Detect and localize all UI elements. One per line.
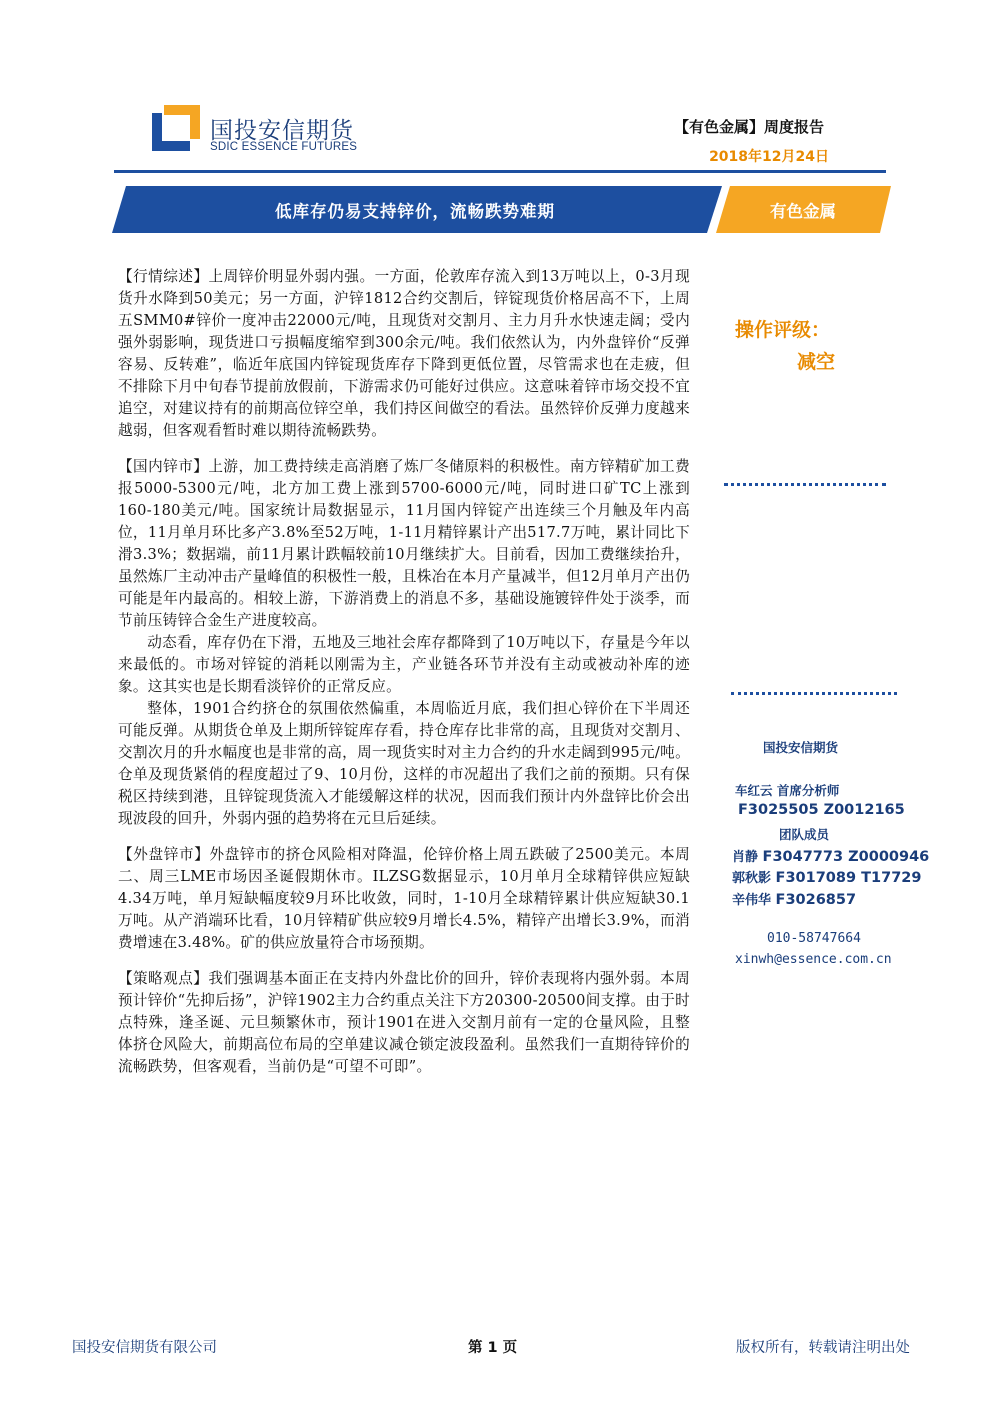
section-market-summary: 【行情综述】上周锌价明显外弱内强。一方面，伦敦库存流入到13万吨以上，0-3月现货升水降到50美元；另一方面，沪锌1812合约交割后，锌锭现货价格居高不下，上周五SMM0#锌价一度冲击22000元/吨，且现货对交割月、主力月升水快速走阔；受内强外弱影响，现货进口亏损幅度缩窄到300余元/吨。我们依然认为，内外盘锌价“反弹容易、反转难”，临近年底国内锌锭现货库存下降到更低位置，尽管需求也在走疲，但不排除下月中旬春节提前放假前，下游需求仍可能好过供应。这意味着锌市场交投不宜追空，对建议持有的前期高位锌空单，我们持区间做空的看法。虽然锌价反弹力度越来越弱，但客观看暂时难以期待流畅跌势。 xyxy=(118,268,690,439)
contact-phone: 010-58747664 xyxy=(767,931,861,946)
section-strategy: 【策略观点】我们强调基本面正在支持内外盘比价的回升，锌价表现将内强外弱。本周预计锌价“先抑后扬”，沪锌1902主力合约重点关注下方20300-20500间支撑。由于时点特殊，逢圣诞、元旦频繁休市，预计1901在进入交割月前有一定的仓量风险，且整体挤仓风险大，前期高位布局的空单建议减仓锁定波段盈利。虽然我们一直期待锌价的流畅跌势，但客观看，当前仍是“可望不可即”。 xyxy=(118,970,690,1075)
logo-chinese-name: 国投安信期货 xyxy=(210,118,354,144)
chief-analyst: 车红云 首席分析师 xyxy=(735,783,840,798)
section-domestic-zinc: 【国内锌市】上游，加工费持续走高消磨了炼厂冬储原料的积极性。南方锌精矿加工费报5000-5300元/吨，北方加工费上涨到5700-6000元/吨，同时进口矿TC上涨到160-180美元/吨。国家统计局数据显示，11月国内锌锭产出连续三个月触及年内高位，11月单月环比多产3.8%至52万吨，1-11月精锌累计产出517.7万吨，累计同比下滑3.3%；数据端，前11月累计跌幅较前10月继续扩大。目前看，因加工费继续抬升，虽然炼厂主动冲击产量峰值的积极性一般，且株冶在本月产量减半，但12月单月产出仍可能是年内最高的。相较上游，下游消费上的消息不多，基础设施镀锌件处于淡季，而节前压铸锌合金生产进度较高。 xyxy=(118,458,690,629)
report-title: 低库存仍易支持锌价，流畅跌势难期 xyxy=(275,202,555,221)
dotted-divider xyxy=(731,692,897,695)
report-body xyxy=(118,266,690,1078)
team-label: 团队成员 xyxy=(779,827,830,842)
member-name: 辛伟华 xyxy=(732,893,772,908)
member-ids: F3026857 xyxy=(775,892,857,908)
team-member xyxy=(732,867,921,886)
banner-category: 有色金属 xyxy=(770,202,836,221)
member-name: 郭秋影 xyxy=(732,871,772,886)
team-member xyxy=(732,889,856,908)
logo-english-name: SDIC ESSENCE FUTURES xyxy=(210,141,358,153)
member-name: 肖静 xyxy=(732,850,759,865)
report-date: 2018年12月24日 xyxy=(709,149,829,165)
footer-company: 国投安信期货有限公司 xyxy=(72,1340,217,1356)
contact-email[interactable]: xinwh@essence.com.cn xyxy=(735,952,892,967)
member-ids: F3047773 Z0000946 xyxy=(762,849,930,865)
section-overseas-zinc: 【外盘锌市】外盘锌市的挤仓风险相对降温，伦锌价格上周五跌破了2500美元。本周二、周三LME市场因圣诞假期休市。ILZSG数据显示，10月单月全球精锌供应短缺4.34万吨，单月短缺幅度较9月环比收敛，同时，1-10月全球精锌累计供应短缺30.1万吨。从产消端环比看，10月锌精矿供应较9月增长4.5%，精锌产出增长3.9%，而消费增速在3.48%。矿的供应放量符合市场预期。 xyxy=(118,846,690,951)
paragraph-contract-squeeze: 整体，1901合约挤仓的氛围依然偏重，本周临近月底，我们担心锌价在下半周还可能反弹。从期货仓单及上期所锌锭库存看，持仓库存比非常的高，且现货对交割月、交割次月的升水幅度也是非常的高，周一现货实时对主力合约的升水走阔到995元/吨。仓单及现货紧俏的程度超过了9、10月份，这样的市况超出了我们之前的预期。只有保税区持续到港，且锌锭现货流入才能缓解这样的状况，因而我们预计内外盘锌比价会出现波段的回升，外弱内强的趋势将在元旦后延续。 xyxy=(118,700,690,827)
report-type: 【有色金属】周度报告 xyxy=(673,118,824,136)
rating-value: 减空 xyxy=(797,351,836,373)
paragraph-inventory: 动态看，库存仍在下滑，五地及三地社会库存都降到了10万吨以下，存量是今年以来最低的。市场对锌锭的消耗以刚需为主，产业链各环节并没有主动或被动补库的迹象。这其实也是长期看淡锌价的正常反应。 xyxy=(118,634,690,695)
chief-analyst-ids: F3025505 Z0012165 xyxy=(738,802,905,818)
team-member xyxy=(732,846,929,865)
footer-copyright: 版权所有，转载请注明出处 xyxy=(736,1340,910,1356)
rating-label: 操作评级： xyxy=(735,319,831,341)
member-ids: F3017089 T17729 xyxy=(775,870,922,886)
analyst-company: 国投安信期货 xyxy=(763,740,839,755)
page-number: 第 1 页 xyxy=(468,1340,518,1356)
dotted-divider xyxy=(724,483,886,486)
